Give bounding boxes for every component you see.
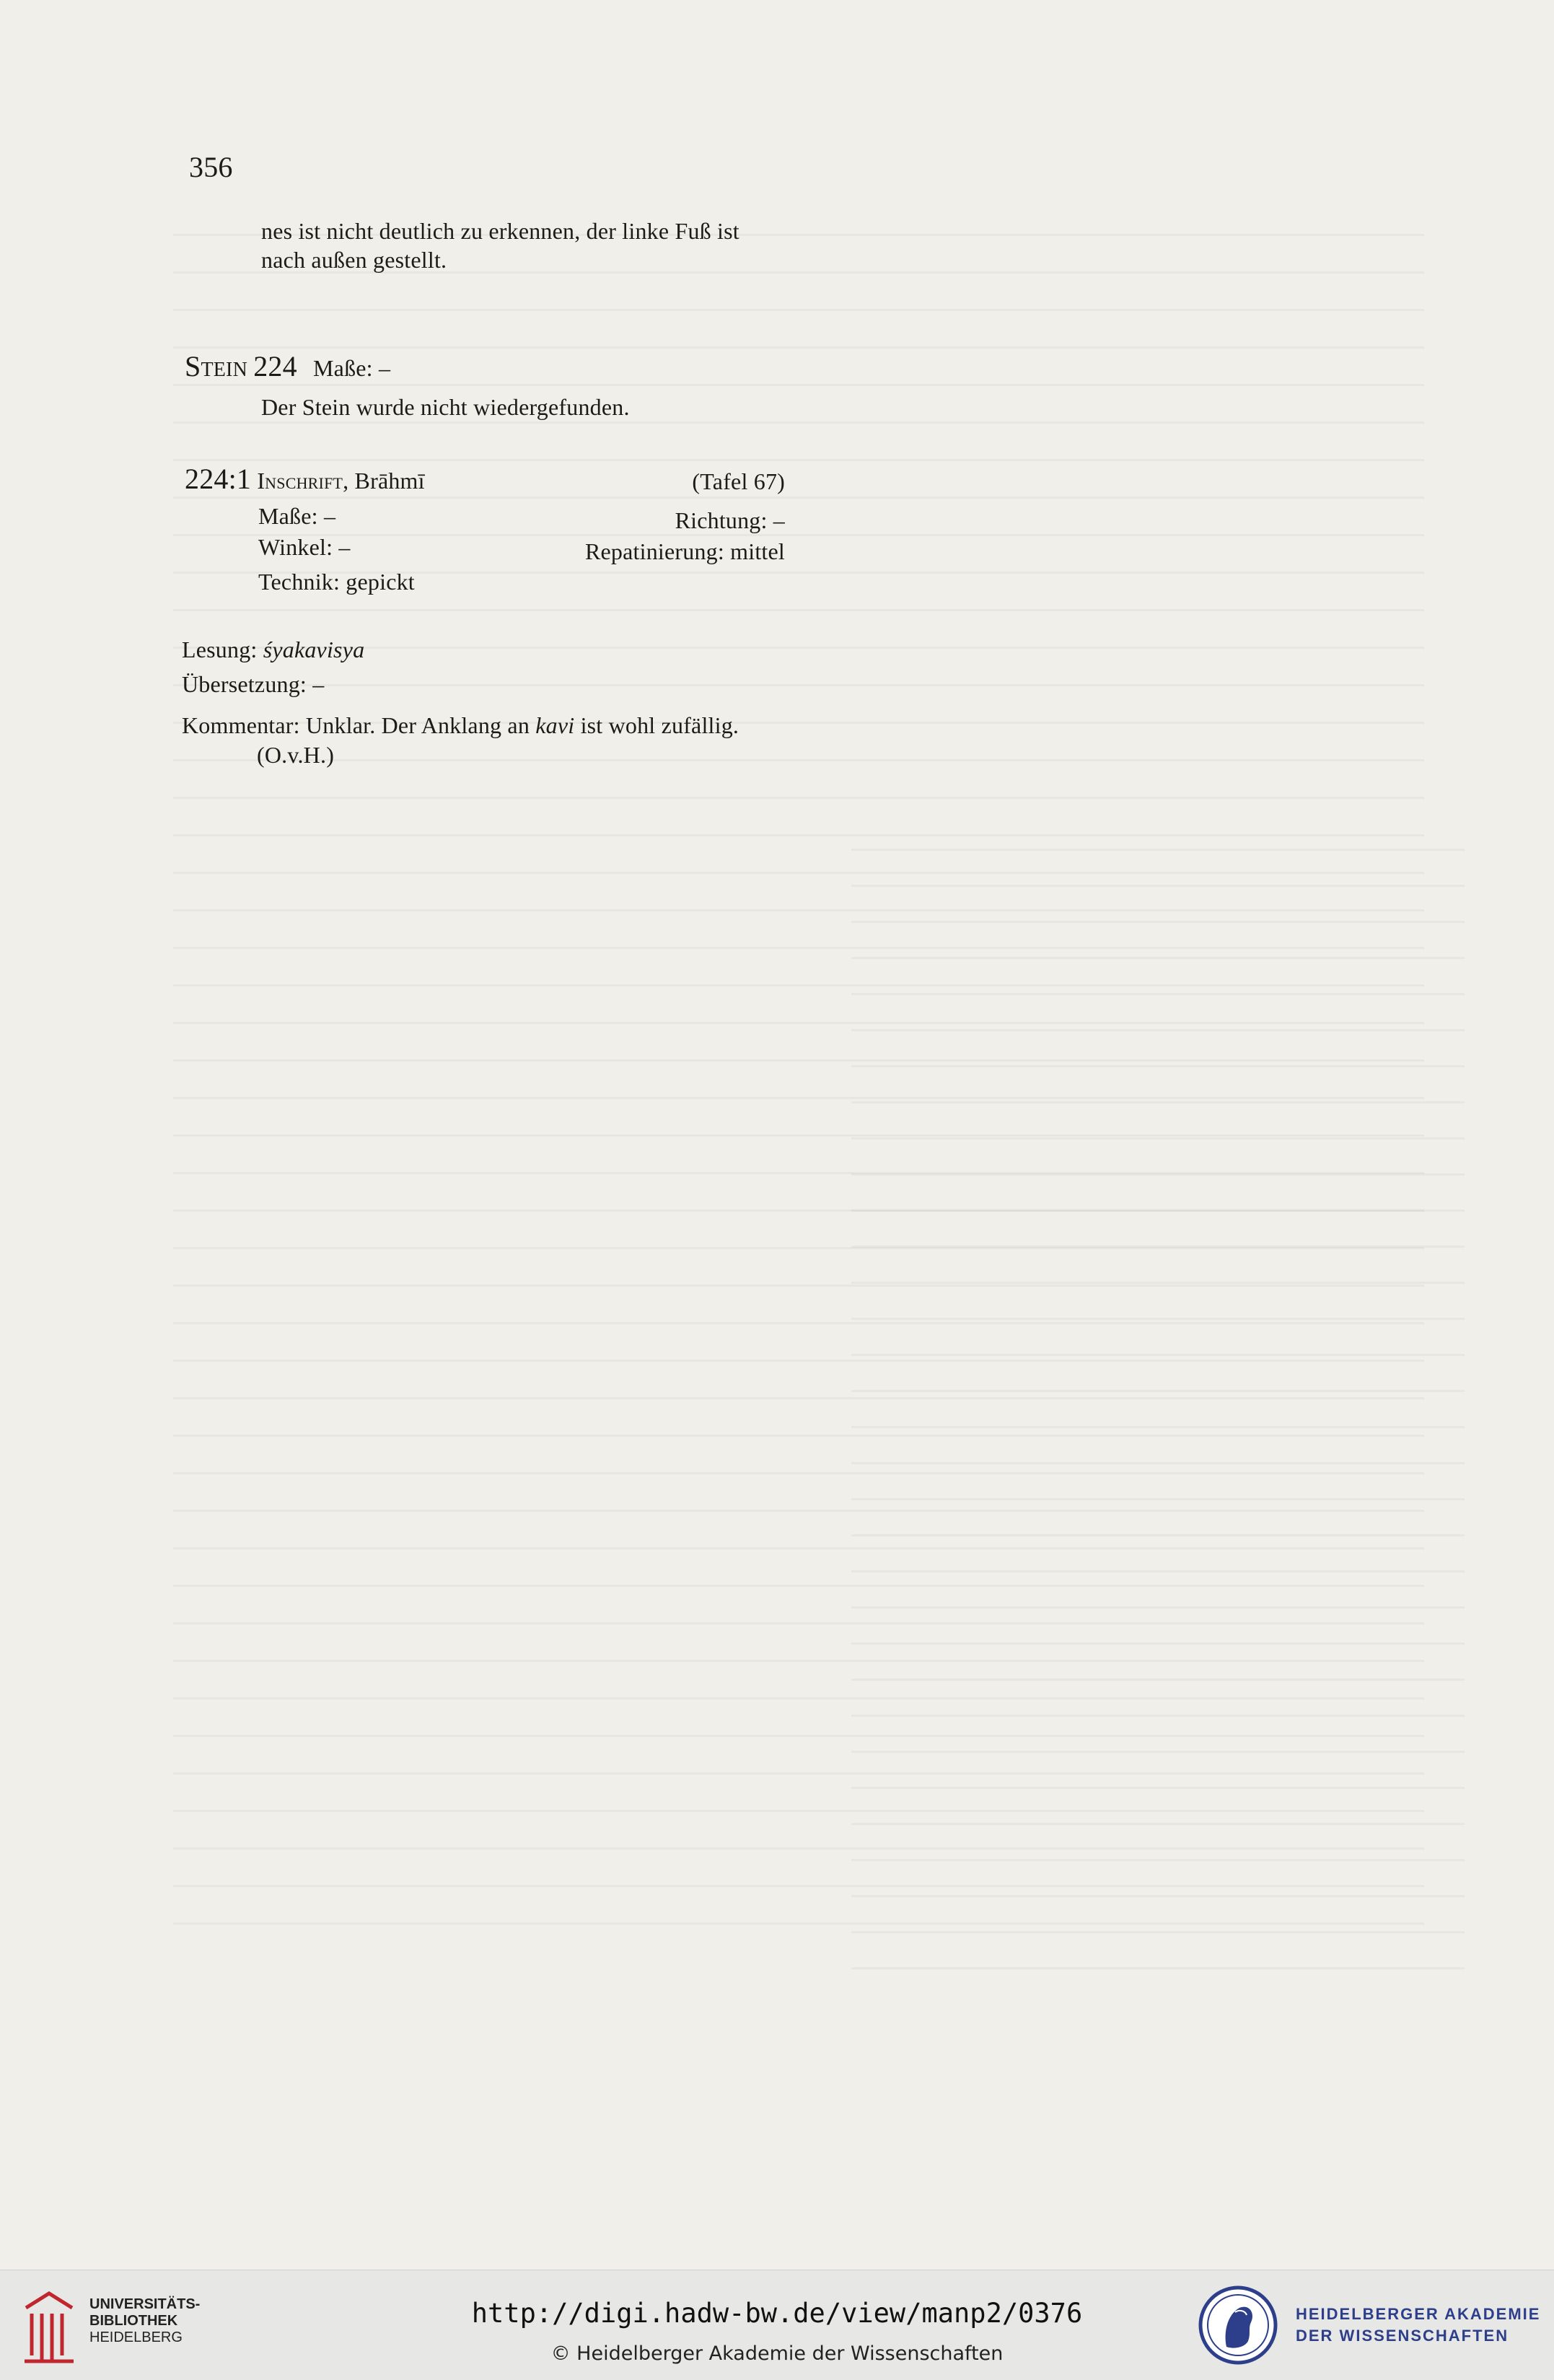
show-through-texture [851, 823, 1465, 1977]
footer-bar [0, 2270, 1554, 2380]
inscription-repatinierung: Repatinierung: mittel [584, 538, 785, 564]
stein-note: Der Stein wurde nicht wiedergefunden. [261, 394, 630, 420]
academy-line-2: DER WISSENSCHAFTEN [1296, 2327, 1509, 2345]
stein-masse: Maße: – [313, 355, 391, 381]
tafel-reference: (Tafel 67) [692, 468, 785, 494]
stein-label: Stein [185, 350, 247, 382]
academy-name[interactable] [1296, 2304, 1540, 2347]
academy-seal-icon[interactable] [1198, 2283, 1278, 2367]
permalink-url[interactable]: http://digi.hadw-bw.de/view/manp2/0376 [471, 2298, 1083, 2329]
inscription-technik: Technik: gepickt [258, 569, 415, 595]
lesung-value: śyakavisya [263, 636, 365, 662]
inscription-winkel: Winkel: – [258, 534, 351, 560]
lesung-label: Lesung: [182, 636, 258, 662]
inscription-richtung: Richtung: – [675, 507, 785, 533]
kommentar-text-a: Kommentar: Unklar. Der Anklang an [182, 712, 530, 738]
library-line-1: UNIVERSITÄTS- [89, 2296, 201, 2312]
stein-heading [185, 349, 390, 385]
inscription-masse: Maße: – [258, 503, 336, 529]
academy-line-1: HEIDELBERGER AKADEMIE [1296, 2305, 1541, 2323]
inscription-number: 224:1 [185, 463, 252, 495]
continuation-line-1: nes ist nicht deutlich zu erkennen, der linke Fuß ist [261, 218, 739, 244]
uebersetzung-line: Übersetzung: – [182, 671, 325, 697]
author-initials: (O.v.H.) [257, 742, 335, 768]
inscription-heading [185, 462, 425, 498]
inscription-title: Inschrift, [257, 468, 349, 494]
copyright-notice: © Heidelberger Akademie der Wissenschaften [550, 2342, 1004, 2365]
stein-number: 224 [253, 350, 297, 382]
kommentar-text-b: ist wohl zufällig. [580, 712, 739, 738]
page-number: 356 [189, 151, 233, 183]
continuation-line-2: nach außen gestellt. [261, 247, 447, 273]
library-line-3: HEIDELBERG [89, 2329, 183, 2345]
kommentar-kavi: kavi [535, 712, 575, 738]
lesung-line [182, 632, 364, 667]
inscription-script: Brāhmī [354, 468, 425, 494]
library-line-2: BIBLIOTHEK [89, 2313, 178, 2329]
